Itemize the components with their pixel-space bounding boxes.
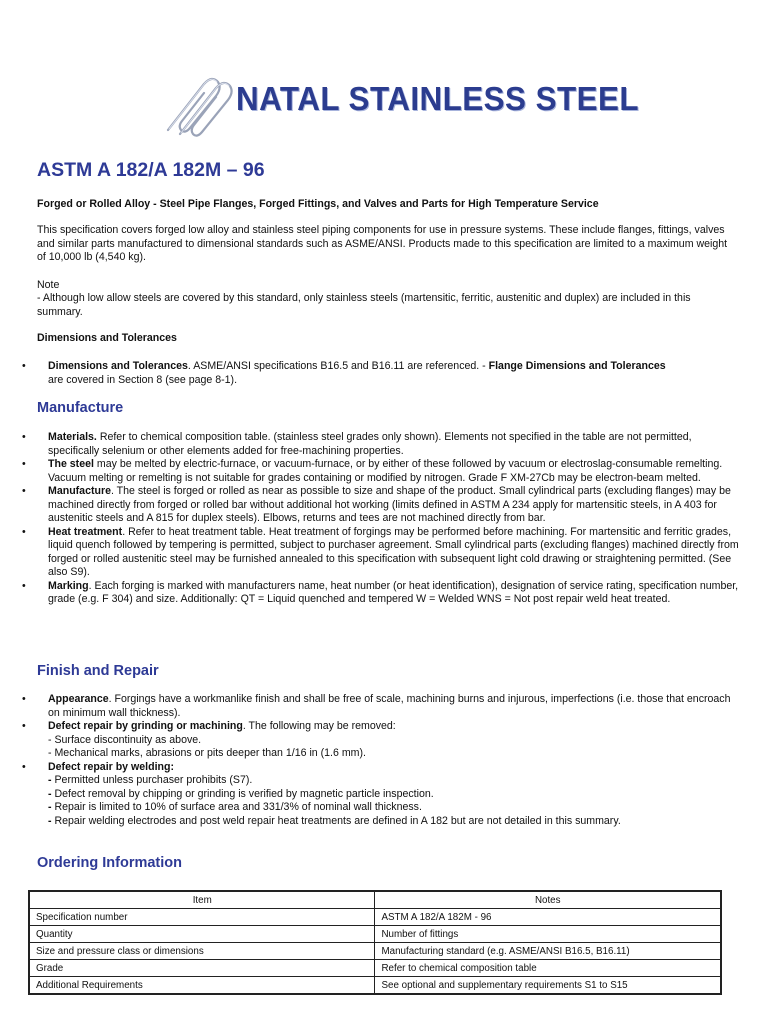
intro-paragraph: This specification covers forged low alloy and stainless steel piping components for use in pressure systems. These include flanges, fittings, valves and similar parts manufactured to dimensional standards such as ASME/ANSI. Products made to this specification are limited to a maximum weight of 10,000 lb (4,540 kg).	[37, 224, 728, 263]
table-cell: Specification number	[29, 909, 375, 926]
document-title: ASTM A 182/A 182M – 96	[37, 159, 265, 181]
company-logo	[160, 72, 640, 142]
list-item: • Dimensions and Tolerances. ASME/ANSI specifications B16.5 and B16.11 are referenced. - Flange Dimensions and Tolerances are covered in Section 8 (see page 8-1).	[22, 360, 666, 386]
table-row	[29, 943, 721, 960]
table-cell: Size and pressure class or dimensions	[29, 943, 375, 960]
note-heading: Note	[37, 279, 60, 291]
list-item: • Marking. Each forging is marked with manufacturers name, heat number (or heat identification), designation of service rating, specification number, grade (e.g. F 304) and size. Additionally: QT = Liquid quenched and tempered W = Welded WNS = Not post repair weld heat treated.	[22, 579, 739, 605]
finish-list	[0, 693, 740, 828]
list-item: • Defect repair by grinding or machining. The following may be removed: - Surface discontinuity as above. - Mechanical marks, abrasions or pits deeper than 1/16 in (1.6 mm).	[22, 720, 396, 759]
column-header: Notes	[375, 891, 721, 909]
ordering-heading: Ordering Information	[37, 855, 182, 871]
bullet: •	[22, 360, 26, 372]
dimensions-heading: Dimensions and Tolerances	[37, 332, 177, 344]
table-row	[29, 977, 721, 995]
table-row	[29, 926, 721, 943]
ordering-table	[28, 890, 722, 995]
logo-text: NATAL STAINLESS STEEL	[236, 80, 640, 117]
paperclip-logo-icon	[160, 72, 240, 142]
table-cell: See optional and supplementary requirements S1 to S15	[375, 977, 721, 995]
table-cell: Refer to chemical composition table	[375, 960, 721, 977]
table-cell: Additional Requirements	[29, 977, 375, 995]
manufacture-list	[0, 431, 740, 607]
table-cell: Manufacturing standard (e.g. ASME/ANSI B16.5, B16.11)	[375, 943, 721, 960]
table-cell: Quantity	[29, 926, 375, 943]
dimensions-list	[0, 360, 740, 387]
list-item: • Materials. Refer to chemical composition table. (stainless steel grades only shown). Elements not specified in the table are not permitted, specifically selenium or other elements added for free-machining properties.	[22, 431, 692, 457]
table-header-row	[29, 891, 721, 909]
table-row	[29, 909, 721, 926]
list-item: • Heat treatment. Refer to heat treatment table. Heat treatment of forgings may be performed before machining. For martensitic and ferritic grades, liquid quench followed by tempering is permitted, subject to purchaser agreement. Small cylindrical parts (excluding flanges) machined directly from forged or rolled austenitic steel may be furnished annealed to this specification with subsequent light cold drawing or straightening permitted. (See also S9).	[22, 525, 739, 578]
table-cell: ASTM A 182/A 182M - 96	[375, 909, 721, 926]
document-subtitle: Forged or Rolled Alloy - Steel Pipe Flanges, Forged Fittings, and Valves and Parts for High Temperature Service	[37, 198, 599, 210]
list-item: • Defect repair by welding: - Permitted unless purchaser prohibits (S7). - Defect removal by chipping or grinding is verified by magnetic particle inspection. - Repair is limited to 10% of surface area and 331/3% of nominal wall thickness. - Repair welding electrodes and post weld repair heat treatments are defined in A 182 but are not detailed in this summary.	[22, 760, 621, 827]
note-text: - Although low allow steels are covered by this standard, only stainless steels (martensitic, ferritic, austenitic and duplex) are included in this summary.	[37, 292, 691, 318]
manufacture-heading: Manufacture	[37, 400, 124, 416]
finish-heading: Finish and Repair	[37, 663, 159, 679]
column-header: Item	[29, 891, 375, 909]
list-item: • Appearance. Forgings have a workmanlike finish and shall be free of scale, machining burns and injurous, imperfections (i.e. those that encroach on minimum wall thickness).	[22, 693, 731, 719]
list-item: • The steel may be melted by electric-furnace, or vacuum-furnace, or by either of these followed by vacuum or electroslag-consumable remelting. Vacuum melting or remelting is not suitable for grades containing or modified by nitrogen. Grade F XM-27Cb may be electron-beam melted.	[22, 458, 723, 484]
table-cell: Number of fittings	[375, 926, 721, 943]
list-item: • Manufacture. The steel is forged or rolled as near as possible to size and shape of the product. Small cylindrical parts (excluding flanges) may be machined directly from forged or rolled bar without additional hot working (limits defined in ASTM A 234 apply for martensitic steels, in A 403 for austenitic steels and A 815 for duplex steels). Elbows, returns and tees are not machined directly from bar.	[22, 485, 731, 524]
table-row	[29, 960, 721, 977]
table-cell: Grade	[29, 960, 375, 977]
